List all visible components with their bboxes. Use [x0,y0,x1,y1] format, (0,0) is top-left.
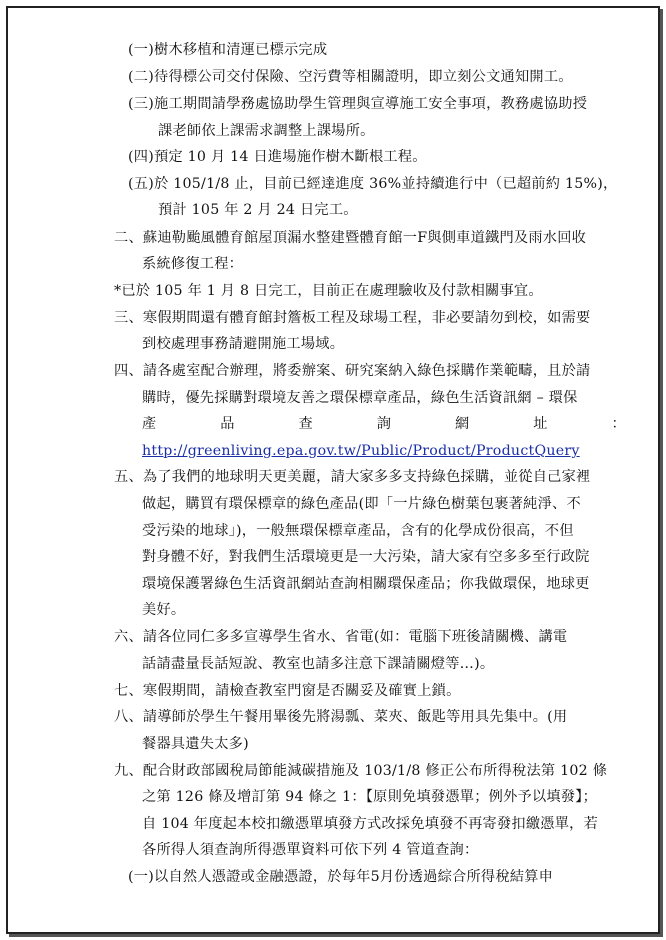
section-six-heading: 六、請各位同仁多多宣導學生省水、省電(如：電腦下班後請關機、講電 [114,629,568,645]
label-char: 網 [455,416,470,432]
section-nine-heading: 九、配合財政部國稅局節能減碳措施及 103/1/8 修正公布所得稅法第 102 條 [114,763,608,779]
text-line: (三)施工期間請學務處協助學生管理與宣導施工安全事項，教務處協助授 [128,96,588,112]
label-char: ： [611,416,626,432]
justified-url-label [142,414,626,434]
text-line: *已於 105 年 1 月 8 日完工，目前正在處理驗收及付款相關事宜。 [114,283,543,299]
section-eight-heading: 八、請導師於學生午餐用畢後先將湯瓢、菜夾、飯匙等用具先集中。(用 [114,709,568,725]
green-living-url-link[interactable]: http://greenliving.epa.gov.tw/Public/Product/ProductQuery [142,443,580,459]
text-line: 之第 126 條及增訂第 94 條之 1：【原則免填發憑單；例外予以填發】； [142,789,598,805]
text-line: (二)待得標公司交付保險、空污費等相關證明，即立刻公文通知開工。 [128,69,573,85]
text-line: 環境保護署綠色生活資訊網站查詢相關環保產品；你我做環保，地球更 [142,576,590,592]
section-two-heading: 二、蘇迪勒颱風體育館屋頂漏水整建暨體育館一F與側車道鐵門及雨水回收 [114,230,587,246]
text-line: 系統修復工程： [142,256,244,272]
text-line: 餐器具遺失太多) [142,736,249,752]
label-char: 查 [298,416,313,432]
text-line: (一)以自然人憑證或金融憑證，於每年5月份透過綜合所得稅結算申 [128,869,554,885]
text-line: 自 104 年度起本校扣繳憑單填發方式改採免填發不再寄發扣繳憑單，若 [142,816,599,832]
text-line: 受污染的地球」)，一般無環保標章產品，含有的化學成份很高，不但 [142,523,574,539]
section-four-heading: 四、請各處室配合辦理，將委辦案、研究案納入綠色採購作業範疇，且於請 [114,363,591,379]
text-line: 各所得人須查詢所得憑單資料可依下列 4 管道查詢： [142,842,479,858]
text-line: 話請盡量長話短說、教室也請多注意下課請關燈等…)。 [142,656,495,672]
text-line: 美好。 [142,602,186,618]
text-line: 到校處理事務請避開施工場域。 [142,336,345,352]
section-five-heading: 五、為了我們的地球明天更美麗，請大家多多支持綠色採購，並從自己家裡 [114,469,591,485]
text-line: 購時，優先採購對環境友善之環保標章產品，綠色生活資訊網 – 環保 [142,390,578,406]
text-line: (一)樹木移植和清運已標示完成 [128,42,328,58]
section-three-heading: 三、寒假期間還有體育館封簷板工程及球場工程，非必要請勿到校，如需要 [114,310,591,326]
label-char: 產 [142,416,157,432]
text-line: (四)預定 10 月 14 日進場施作樹木斷根工程。 [128,149,427,165]
text-line: (五)於 105/1/8 止，目前已經達進度 36%並持續進行中（已超前約 15%)， [128,176,618,192]
label-char: 詢 [376,416,392,432]
text-line: 課老師依上課需求調整上課場所。 [158,123,375,139]
label-char: 品 [220,416,235,432]
text-line: 預計 105 年 2 月 24 日完工。 [158,202,358,218]
text-line: 對身體不好，對我們生活環境更是一大污染，請大家有空多多至行政院 [142,549,590,565]
section-seven-heading: 七、寒假期間，請檢查教室門窗是否關妥及確實上鎖。 [114,683,461,699]
label-char: 址 [533,416,548,432]
text-line: 做起，購買有環保標章的綠色產品(即「一片綠色樹葉包裹著純淨、不 [142,496,581,512]
